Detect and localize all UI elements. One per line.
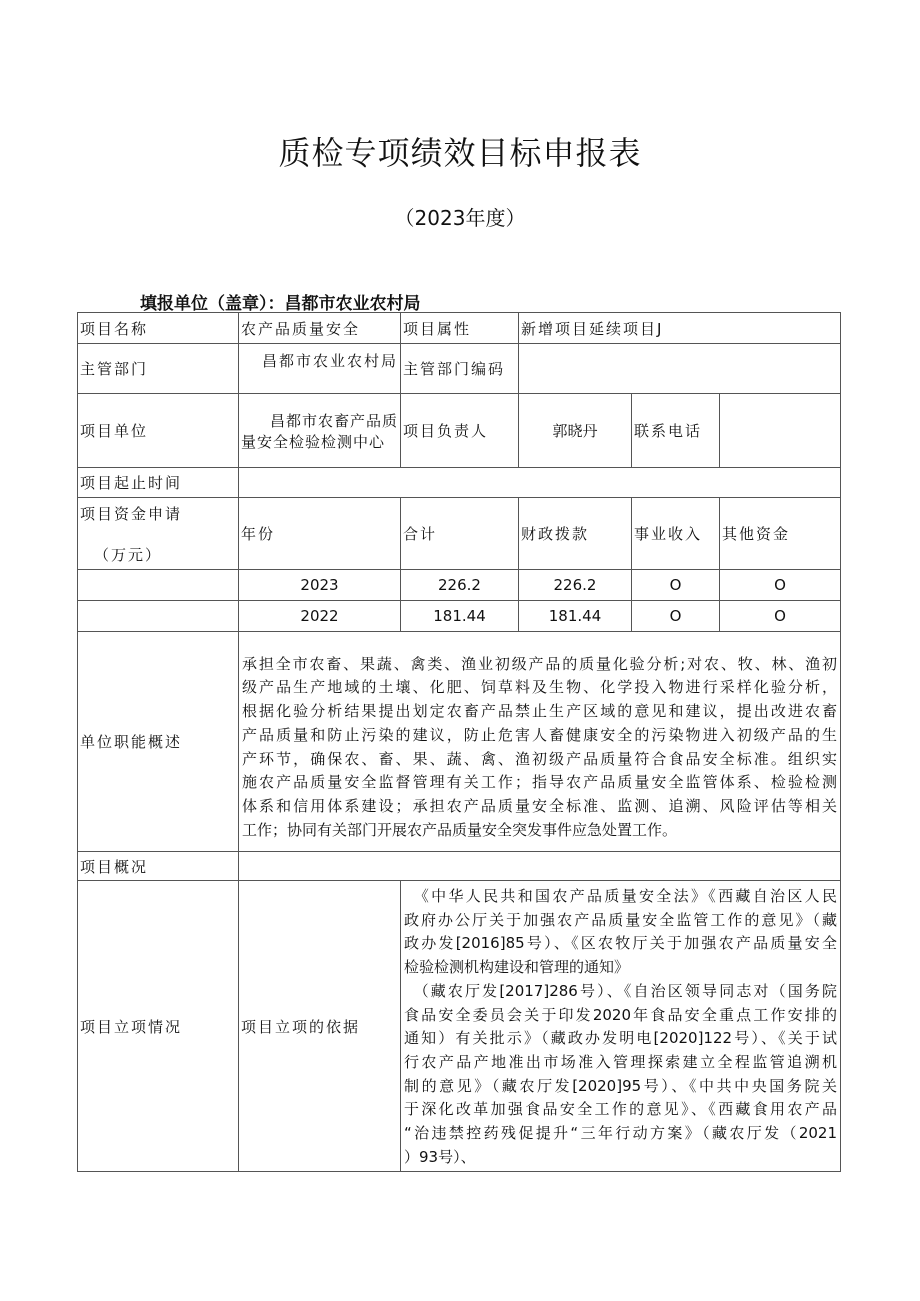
dept: 昌都市农业农村局 xyxy=(239,344,401,394)
label: 项目概况 xyxy=(78,852,239,881)
other-funds: O xyxy=(720,601,841,632)
row-overview xyxy=(78,852,841,881)
text-line: 工作；协同有关部门开展农产品质量安全突发事件应急处置工作。 xyxy=(242,820,678,839)
text-line: 政府办公厅关于加强农产品质量安全监管工作的意见》（藏 xyxy=(404,910,838,929)
year: 2023 xyxy=(239,570,401,601)
label: 项目立项的依据 xyxy=(239,881,401,1172)
label: 项目资金申请 xyxy=(80,504,183,523)
fund-row xyxy=(78,570,841,601)
text-line: 施农产品质量安全监督管理有关工作；指导农产品质量安全监管体系、检验检测 xyxy=(242,773,838,792)
label: 项目单位 xyxy=(78,394,239,468)
label: 项目立项情况 xyxy=(78,881,239,1172)
text-line: 级产品生产地域的土壤、化肥、饲草料及生物、化学投入物进行采样化验分析， xyxy=(242,678,838,697)
text-line: （藏农厅发[2017]286号）、《自治区领导同志对（国务院 xyxy=(404,981,838,1000)
text-line: 承担全市农畜、果蔬、禽类、渔业初级产品的质量化验分析;对农、牧、林、渔初 xyxy=(242,654,838,673)
text-line: 《中华人民共和国农产品质量安全法》《西藏自治区人民 xyxy=(404,887,838,905)
total: 181.44 xyxy=(401,601,519,632)
text-line: 产品质量和防止污染的建议，防止危害人畜健康安全的污染物进入初级产品的生 xyxy=(242,725,838,744)
fund-header: 财政拨款 xyxy=(519,498,632,570)
other-funds: O xyxy=(720,570,841,601)
overview xyxy=(239,852,841,881)
text-line: 通知）有关批示》（藏政办发明电[2020]122号）、《关于试 xyxy=(404,1029,838,1048)
text-line: 于深化改革加强食品安全工作的意见》、《西藏食用农产品 xyxy=(404,1100,838,1119)
fund-header: 事业收入 xyxy=(632,498,720,570)
phone xyxy=(720,394,841,468)
row-dept xyxy=(78,344,841,394)
row-period xyxy=(78,468,841,498)
basis-text xyxy=(403,885,838,1169)
document-title: 质检专项绩效目标申报表 xyxy=(278,134,642,172)
label: 单位职能概述 xyxy=(78,632,239,852)
business-income: O xyxy=(632,570,720,601)
label: 主管部门 xyxy=(78,344,239,394)
project-unit xyxy=(239,394,401,468)
year: 2022 xyxy=(239,601,401,632)
row-project-name xyxy=(78,313,841,344)
reporting-unit: 填报单位（盖章）：昌都市农业农村局 xyxy=(140,294,421,314)
text-line: 食品安全委员会关于印发2020年食品安全重点工作安排的 xyxy=(404,1005,838,1024)
row-approval xyxy=(78,881,841,1172)
project-attr: 新增项目延续项目J xyxy=(519,313,841,344)
text-line: 产环节，确保农、畜、果、蔬、禽、渔初级产品质量符合食品安全标准。组织实 xyxy=(242,749,838,768)
row-duty xyxy=(78,632,841,852)
dept-code xyxy=(519,344,841,394)
leader: 郭晓丹 xyxy=(519,394,632,468)
text-line: 制的意见》（藏农厅发[2020]95号）、《中共中央国务院关 xyxy=(404,1076,838,1095)
business-income: O xyxy=(632,601,720,632)
text-line: ）93号）、 xyxy=(404,1147,476,1166)
label: 主管部门编码 xyxy=(401,344,519,394)
fiscal: 181.44 xyxy=(519,601,632,632)
fund-label xyxy=(78,498,239,570)
row-unit xyxy=(78,394,841,468)
text-line: 政办发[2016]85号）、《区农牧厅关于加强农产品质量安全 xyxy=(404,934,838,953)
fiscal: 226.2 xyxy=(519,570,632,601)
label: 项目名称 xyxy=(78,313,239,344)
row-fund-header xyxy=(78,498,841,570)
text-line: 检验检测机构建设和管理的通知》 xyxy=(404,958,630,977)
label: 项目起止时间 xyxy=(78,468,239,498)
fund-header: 年份 xyxy=(239,498,401,570)
label: 项目属性 xyxy=(401,313,519,344)
project-name: 农产品质量安全 xyxy=(239,313,401,344)
text-line: 体系和信用体系建设；承担农产品质量安全标准、监测、追溯、风险评估等相关 xyxy=(242,796,838,815)
application-table xyxy=(77,312,841,1172)
label: （万元） xyxy=(94,545,163,564)
label: 联系电话 xyxy=(632,394,720,468)
duty-text xyxy=(241,653,838,843)
unit-line: 昌都市农畜产品质 xyxy=(269,411,398,430)
period xyxy=(239,468,841,498)
text-line: “治违禁控药残促提升“三年行动方案》（藏农厅发（2021 xyxy=(404,1124,838,1143)
text-line: 根据化验分析结果提出划定农畜产品禁止生产区域的意见和建议，提出改进农畜 xyxy=(242,702,838,721)
fund-row xyxy=(78,601,841,632)
fund-header: 其他资金 xyxy=(720,498,841,570)
text-line: 行农产品产地准出市场准入管理探索建立全程监管追溯机 xyxy=(404,1052,838,1071)
label: 项目负责人 xyxy=(401,394,519,468)
document-year: （2023年度） xyxy=(394,206,526,230)
fund-header: 合计 xyxy=(401,498,519,570)
unit-line: 量安全检验检测中心 xyxy=(241,432,386,451)
total: 226.2 xyxy=(401,570,519,601)
